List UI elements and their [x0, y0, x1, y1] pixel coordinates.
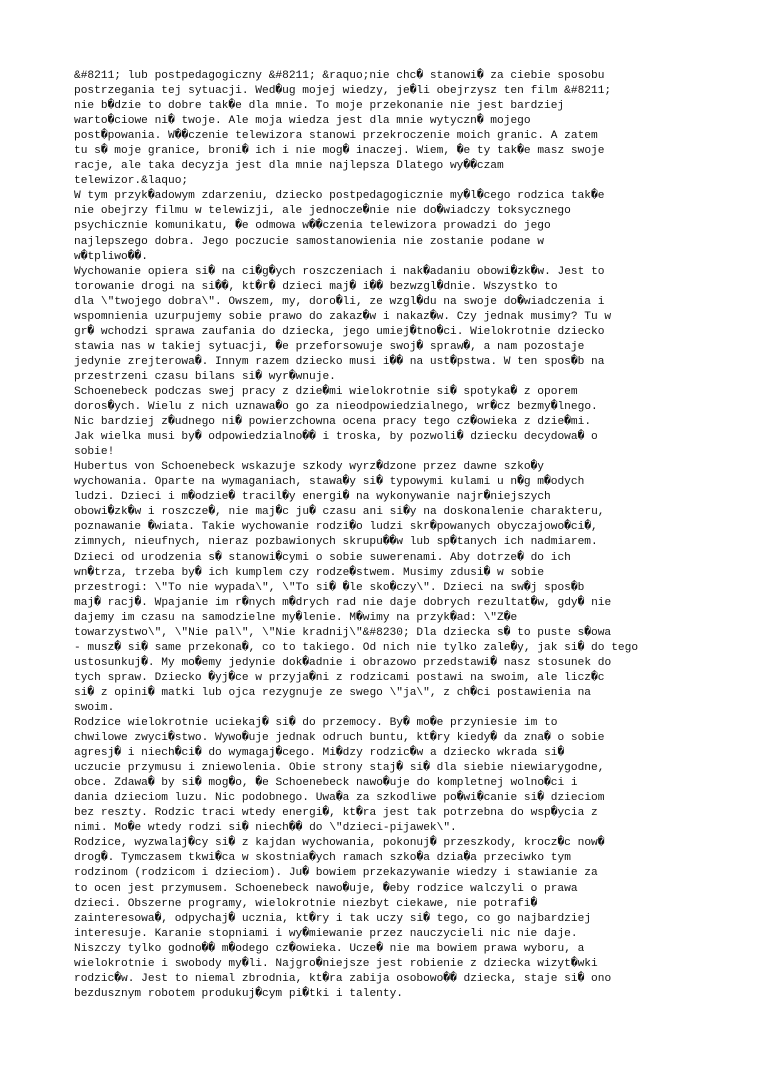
text-line: sobie! [74, 446, 115, 459]
document-body [74, 69, 694, 1002]
text-line: maj� racj�. Wpajanie im r�nych m�drych rad nie daje dobrych rezultat�w, gdy� nie [74, 596, 612, 609]
text-line: w�tpliwo��. [74, 250, 148, 263]
text-line: Rodzice wielokrotnie uciekaj� si� do przemocy. By� mo�e przyniesie im to [74, 717, 558, 730]
text-line: Jak wielka musi by� odpowiedzialno�� i troska, by pozwoli� dziecku decydowa� o [74, 431, 598, 444]
text-line: postrzegania tej sytuacji. Wed�ug mojej wiedzy, je�li obejrzysz ten film &#8211; [74, 85, 612, 98]
text-line: bez reszty. Rodzic traci wtedy energi�, kt�ra jest tak potrzebna do wsp�ycia z [74, 807, 598, 820]
text-line: doros�ych. Wielu z nich uznawa�o go za nieodpowiedzialnego, wr�cz bezmy�lnego. [74, 401, 598, 414]
text-line: Rodzice, wyzwalaj�cy si� z kajdan wychowania, pokonuj� przeszkody, krocz�c now� [74, 837, 605, 850]
text-line: agresj� i niech�ci� do wymagaj�cego. Mi�dzy rodzic�w a dziecko wkrada si� [74, 747, 565, 760]
text-line: towarzystwo\", \"Nie pal\", \"Nie kradnij\"&#8230; Dla dziecka s� to puste s�owa [74, 626, 612, 639]
text-line: stawia nas w takiej sytuacji, �e przeforsowuje swoj� spraw�, a nam pozostaje [74, 340, 585, 353]
text-line: W tym przyk�adowym zdarzeniu, dziecko postpedagogicznie my�l�cego rodzica tak�e [74, 190, 605, 203]
text-line: obowi�zk�w i roszcze�, nie maj�c ju� czasu ani si�y na doskonalenie charakteru, [74, 506, 605, 519]
text-line: post�powania. W��czenie telewizora stanowi przekroczenie moich granic. A zatem [74, 130, 598, 143]
text-line: bezdusznym robotem produkuj�cym pi�tki i talenty. [74, 987, 404, 1000]
text-line: psychicznie komunikatu, �e odmowa w��czenia telewizora prowadzi do jego [74, 220, 551, 233]
text-line: interesuje. Karanie stopniami i wy�miewanie przez nauczycieli nic nie daje. [74, 927, 578, 940]
text-line: drog�. Tymczasem tkwi�ca w skostnia�ych ramach szko�a dzia�a przeciwko tym [74, 852, 571, 865]
text-line: ustosunkuj�. My mo�emy jedynie dok�adnie i obrazowo przedstawi� nasz stosunek do [74, 656, 612, 669]
text-line: dajemy im czasu na samodzielne my�lenie. M�wimy na przyk�ad: \"Z�e [74, 611, 518, 624]
text-line: telewizor.&laquo; [74, 175, 189, 188]
text-line: Wychowanie opiera si� na ci�g�ych roszczeniach i nak�adaniu obowi�zk�w. Jest to [74, 265, 605, 278]
text-line: tych spraw. Dziecko �yj�ce w przyja�ni z rodzicami postawi na swoim, ale licz�c [74, 671, 605, 684]
text-line: wn�trza, trzeba by� ich kumplem czy rodze�stwem. Musimy zdusi� w sobie [74, 566, 545, 579]
text-line: nie obejrzy filmu w telewizji, ale jednocze�nie nie do�wiadczy toksycznego [74, 205, 571, 218]
text-line: torowanie drogi na si��, kt�r� dzieci maj� i�� bezwzgl�dnie. Wszystko to [74, 280, 558, 293]
text-line: najlepszego dobra. Jego poczucie samostanowienia nie zostanie podane w [74, 235, 544, 248]
text-line: dania dzieciom luzu. Nic podobnego. Uwa�a za szkodliwe po�wi�canie si� dzieciom [74, 792, 605, 805]
text-line: Nic bardziej z�udnego ni� powierzchowna ocena pracy tego cz�owieka z dzie�mi. [74, 416, 592, 429]
text-line: wychowania. Oparte na wymaganiach, stawa�y si� typowymi kulami u n�g m�odych [74, 476, 585, 489]
text-line: dzieci. Obszerne programy, wielokrotnie niezbyt ciekawe, nie potrafi� [74, 897, 538, 910]
text-line: si� z opini� matki lub ojca rezygnuje ze swego \"ja\", z ch�ci postawienia na [74, 686, 592, 699]
text-line: zainteresowa�, odpychaj� ucznia, kt�ry i tak uczy si� tego, co go najbardziej [74, 912, 592, 925]
text-line: poznawanie �wiata. Takie wychowanie rodzi�o ludzi skr�powanych obyczajowo�ci�, [74, 521, 598, 534]
text-line: racje, ale taka decyzja jest dla mnie najlepsza Dlatego wy��czam [74, 160, 504, 173]
text-line: gr� wchodzi sprawa zaufania do dziecka, jego umiej�tno�ci. Wielokrotnie dziecko [74, 325, 605, 338]
text-line: swoim. [74, 701, 115, 714]
text-line: chwilowe zwyci�stwo. Wywo�uje jednak odruch buntu, kt�ry kiedy� da zna� o sobie [74, 732, 605, 745]
text-line: wielokrotnie i swobody my�li. Najgro�niejsze jest robienie z dziecka wizyt�wki [74, 957, 598, 970]
text-line: Niszczy tylko godno�� m�odego cz�owieka. Ucze� nie ma bowiem prawa wyboru, a [74, 942, 585, 955]
text-line: przestrogi: \"To nie wypada\", \"To si� �le sko�czy\". Dzieci na sw�j spos�b [74, 581, 585, 594]
text-line: ludzi. Dzieci i m�odzie� tracil�y energi� na wykonywanie najr�niejszych [74, 491, 551, 504]
text-line: Schoenebeck podczas swej pracy z dzie�mi wielokrotnie si� spotyka� z oporem [74, 385, 578, 398]
text-line: warto�ciowe ni� twoje. Ale moja wiedza jest dla mnie wytyczn� mojego [74, 115, 531, 128]
text-line: nie b�dzie to dobre tak�e dla mnie. To moje przekonanie nie jest bardziej [74, 100, 565, 113]
text-line: dla \"twojego dobra\". Owszem, my, doro�li, ze wzgl�du na swoje do�wiadczenia i [74, 295, 605, 308]
text-line: obce. Zdawa� by si� mog�o, �e Schoenebeck nawo�uje do kompletnej wolno�ci i [74, 777, 578, 790]
text-line: zimnych, nieufnych, nieraz pozbawionych skrupu��w lub sp�tanych ich nadmiarem. [74, 536, 598, 549]
text-line: - musz� si� same przekona�, co to takiego. Od nich nie tylko zale�y, jak si� do tego [74, 641, 639, 654]
text-line: rodzic�w. Jest to niemal zbrodnia, kt�ra zabija osobowo�� dziecka, staje si� ono [74, 972, 612, 985]
text-line: Dzieci od urodzenia s� stanowi�cymi o sobie suwerenami. Aby dotrze� do ich [74, 551, 571, 564]
text-line: jedynie zrejterowa�. Innym razem dziecko musi i�� na ust�pstwa. W ten spos�b na [74, 355, 605, 368]
text-line: wspomnienia uzurpujemy sobie prawo do zakaz�w i nakaz�w. Czy jednak musimy? Tu w [74, 310, 612, 323]
text-line: Hubertus von Schoenebeck wskazuje szkody wyrz�dzone przez dawne szko�y [74, 461, 544, 474]
text-line: to ocen jest przymusem. Schoenebeck nawo�uje, �eby rodzice walczyli o prawa [74, 882, 578, 895]
text-line: rodzinom (rodzicom i dzieciom). Ju� bowiem przekazywanie wiedzy i stawianie za [74, 867, 598, 880]
text-line: tu s� moje granice, broni� ich i nie mog� inaczej. Wiem, �e ty tak�e masz swoje [74, 145, 605, 158]
text-line: &#8211; lub postpedagogiczny &#8211; &raquo;nie chc� stanowi� za ciebie sposobu [74, 70, 605, 82]
text-line: przestrzeni czasu bilans si� wyr�wnuje. [74, 370, 336, 383]
text-line: uczucie przymusu i zniewolenia. Obie strony staj� si� dla siebie niewiarygodne, [74, 762, 605, 775]
text-line: nimi. Mo�e wtedy rodzi si� niech�� do \"dzieci-pijawek\". [74, 822, 457, 835]
